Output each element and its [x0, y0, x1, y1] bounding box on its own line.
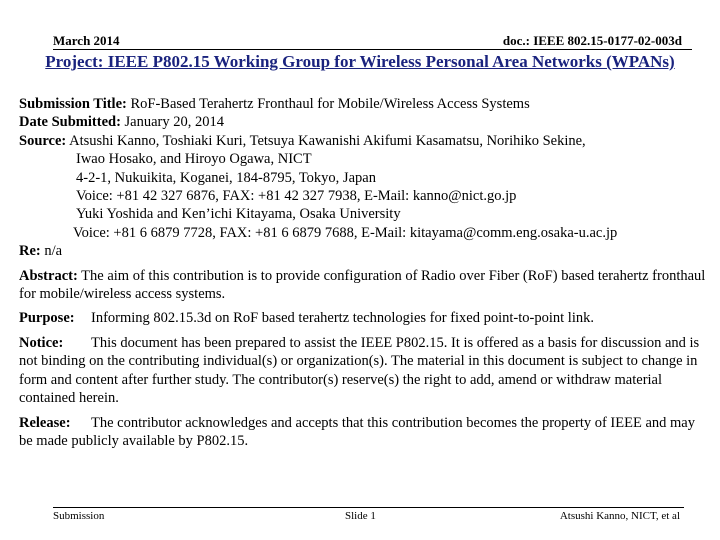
purpose-label: Purpose:: [19, 310, 75, 327]
notice-paragraph: [19, 334, 706, 408]
release-text: The contributor acknowledges and accepts that this contribution becomes the property of IEEE and may be made publicly available by P802.15.: [19, 414, 695, 449]
abstract-text: The aim of this contribution is to provide configuration of Radio over Fiber (RoF) based terahertz fronthaul for mobile/wireless access systems.: [19, 267, 706, 303]
abstract-paragraph: [19, 267, 706, 304]
release-label: Release:: [19, 414, 71, 431]
footer-slide-number: Slide 1: [345, 510, 376, 522]
date-submitted-row: [19, 113, 706, 131]
date-submitted-value: January 20, 2014: [124, 114, 224, 131]
re-label: Re:: [19, 243, 41, 260]
header-date: March 2014: [53, 33, 120, 48]
source-line: Voice: +81 42 327 6876, FAX: +81 42 327 7938, E-Mail: kanno@nict.go.jp: [76, 188, 517, 205]
purpose-paragraph: [19, 309, 706, 327]
source-line: Iwao Hosako, and Hiroyo Ogawa, NICT: [76, 151, 312, 168]
source-row: [19, 132, 706, 150]
submission-title-label: Submission Title:: [19, 96, 127, 112]
release-paragraph: [19, 414, 706, 451]
footer-rule: [53, 507, 684, 508]
notice-text: This document has been prepared to assist the IEEE P802.15. It is offered as a basis for discussion and is not binding on the contributing individual(s) or organization(s). The material in this document is subject to change in form and content after further study. The contributor(s) reserve(s) the right to add, amend or withdraw material contained herein.: [19, 334, 700, 407]
submission-title-row: [19, 95, 706, 113]
footer-author: Atsushi Kanno, NICT, et al: [559, 510, 680, 522]
footer-left: Submission: [53, 510, 105, 522]
abstract-label: Abstract:: [19, 267, 78, 284]
header-rule: [53, 49, 692, 50]
date-submitted-label: Date Submitted:: [19, 114, 121, 131]
source-line: Voice: +81 6 6879 7728, FAX: +81 6 6879 7688, E-Mail: kitayama@comm.eng.osaka-u.ac.jp: [73, 224, 618, 241]
source-line: Yuki Yoshida and Ken’ichi Kitayama, Osaka University: [76, 206, 401, 223]
source-label: Source:: [19, 132, 67, 149]
re-row: [19, 242, 706, 260]
page-title: Project: IEEE P802.15 Working Group for Wireless Personal Area Networks (WPANs): [45, 52, 675, 71]
re-value: n/a: [44, 243, 63, 260]
submission-title-value: RoF-Based Terahertz Fronthaul for Mobile/Wireless Access Systems: [130, 96, 530, 112]
source-line: 4-2-1, Nukuikita, Koganei, 184-8795, Tokyo, Japan: [76, 169, 376, 186]
document-body: [19, 95, 706, 450]
source-line: Atsushi Kanno, Toshiaki Kuri, Tetsuya Kawanishi Akifumi Kasamatsu, Norihiko Sekine,: [69, 132, 586, 149]
header-doc-id: doc.: IEEE 802.15-0177-02-003d: [502, 33, 682, 48]
purpose-text: Informing 802.15.3d on RoF based terahertz technologies for fixed point-to-point link.: [91, 310, 594, 327]
notice-label: Notice:: [19, 334, 64, 351]
